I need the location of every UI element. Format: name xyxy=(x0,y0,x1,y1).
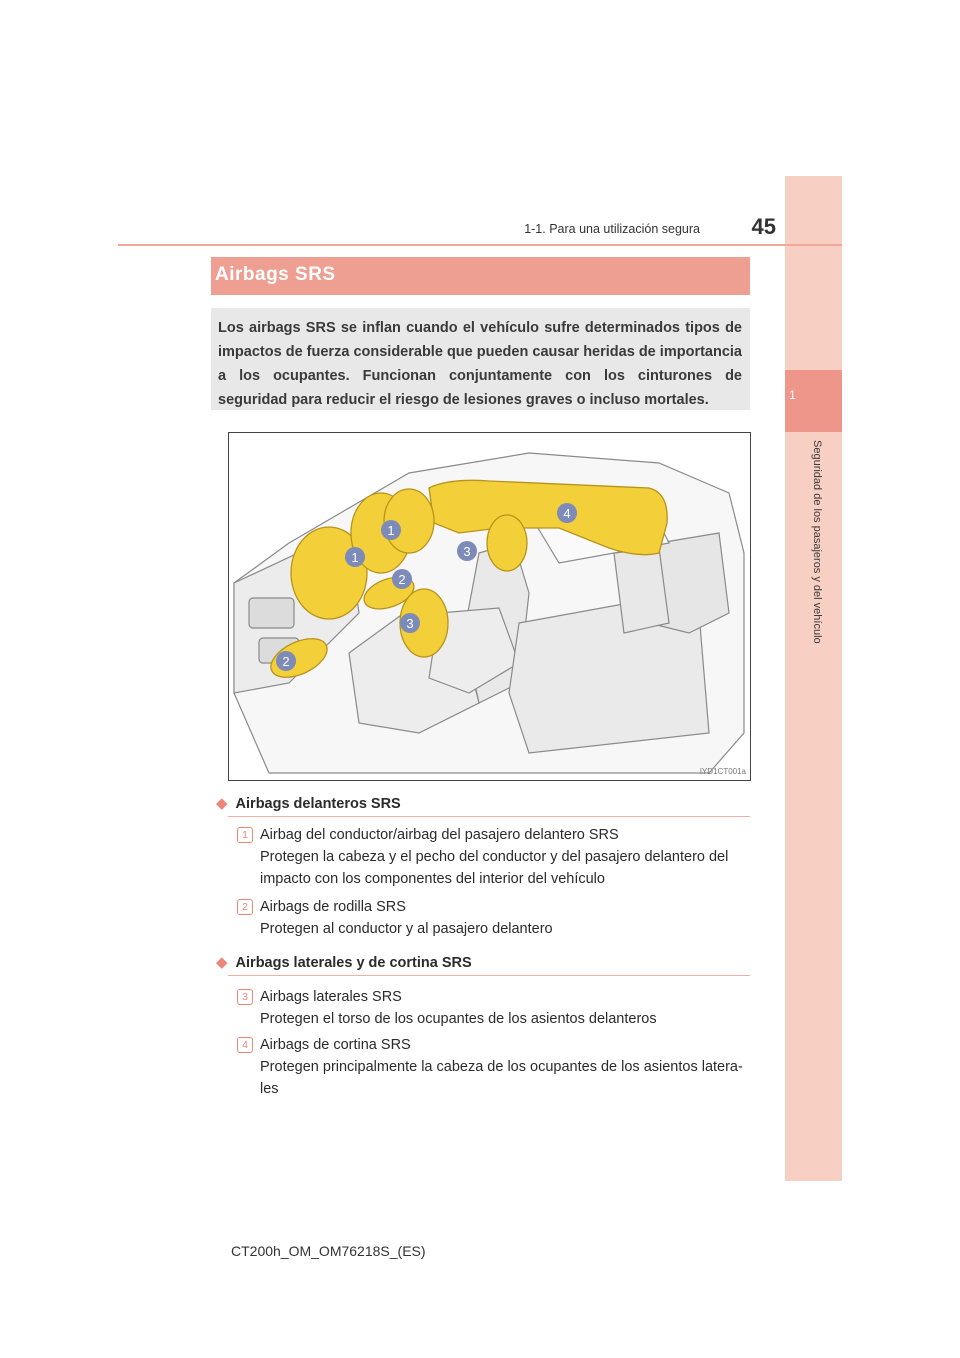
passenger-side-airbag xyxy=(487,515,527,571)
document-code-footer: CT200h_OM_OM76218S_(ES) xyxy=(231,1243,426,1259)
list-item xyxy=(260,1034,750,1100)
page-number: 45 xyxy=(751,214,776,239)
section-title-band xyxy=(211,257,750,295)
item-number-badge: 3 xyxy=(237,989,253,1005)
header-divider xyxy=(118,244,842,246)
item-description: Protegen principalmente la cabeza de los ocupantes de los asientos latera-les xyxy=(260,1059,743,1097)
svg-text:3: 3 xyxy=(406,616,414,631)
item-title: Airbag del conductor/airbag del pasajero delantero SRS xyxy=(260,827,619,843)
chapter-number: 1 xyxy=(789,388,796,402)
callout-4 xyxy=(557,503,577,523)
figure-code: IYD1CT001a xyxy=(699,767,746,776)
svg-text:1: 1 xyxy=(387,523,395,538)
intro-text: Los airbags SRS se inflan cuando el vehículo sufre determinados tipos de impactos de fuerza considerable que pueden causar heridas de importancia a los ocupantes. Funcionan conjuntamente con los cinturones de seguridad para reducir el riesgo de lesiones graves o incluso mortales. xyxy=(218,320,742,408)
section-divider xyxy=(228,816,750,817)
callout-1a xyxy=(381,520,401,540)
section-divider xyxy=(228,975,750,976)
section-title: Airbags SRS xyxy=(215,264,336,285)
callout-1b xyxy=(345,547,365,567)
svg-text:2: 2 xyxy=(398,572,406,587)
callout-2b xyxy=(276,651,296,671)
callout-2a xyxy=(392,569,412,589)
airbag-illustration xyxy=(228,432,751,781)
item-number-badge: 2 xyxy=(237,899,253,915)
header-section-title: 1-1. Para una utilización segura xyxy=(524,222,700,236)
section-heading-text: Airbags laterales y de cortina SRS xyxy=(235,955,472,971)
intro-box xyxy=(211,308,750,410)
callout-3b xyxy=(400,613,420,633)
item-description: Protegen el torso de los ocupantes de los asientos delanteros xyxy=(260,1011,657,1027)
item-number-badge: 1 xyxy=(237,827,253,843)
chapter-title: Seguridad de los pasajeros y del vehículo xyxy=(811,440,823,644)
item-title: Airbags de cortina SRS xyxy=(260,1037,411,1053)
item-description: Protegen la cabeza y el pecho del conductor y del pasajero delantero del impacto con los componentes del interior del vehículo xyxy=(260,849,729,887)
svg-text:4: 4 xyxy=(563,506,571,521)
svg-text:2: 2 xyxy=(282,654,290,669)
svg-text:1: 1 xyxy=(351,550,359,565)
item-title: Airbags de rodilla SRS xyxy=(260,899,406,915)
section-heading-front-airbags xyxy=(216,794,401,812)
item-number-badge: 4 xyxy=(237,1037,253,1053)
car-interior-drawing xyxy=(229,433,750,780)
list-item xyxy=(260,896,750,940)
item-title: Airbags laterales SRS xyxy=(260,989,402,1005)
section-heading-text: Airbags delanteros SRS xyxy=(235,796,401,812)
svg-text:3: 3 xyxy=(463,544,471,559)
section-heading-side-curtain-airbags xyxy=(216,953,472,971)
list-item xyxy=(260,824,750,890)
item-description: Protegen al conductor y al pasajero delantero xyxy=(260,921,553,937)
list-item xyxy=(260,986,750,1030)
diamond-bullet-icon: ◆ xyxy=(216,795,228,812)
diamond-bullet-icon: ◆ xyxy=(216,954,228,971)
callout-3a xyxy=(457,541,477,561)
